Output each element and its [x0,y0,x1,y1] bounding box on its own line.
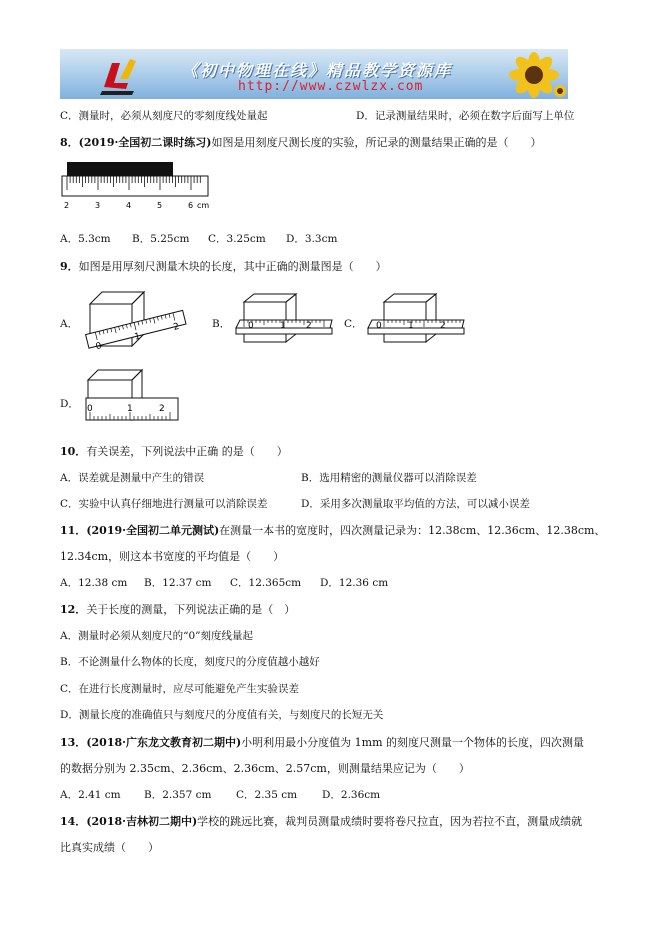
question-text: 学校的跳远比赛，裁判员测量成绩时要将卷尺拉直，因为若拉不直，测量成绩就 [197,815,583,828]
question-13 [60,734,584,750]
prev-option-d: D．记录测量结果时，必须在数字后面写上单位 [356,110,575,122]
q12-option-b[interactable]: B．不论测量什么物体的长度，刻度尺的分度值越小越好 [60,656,320,668]
ruler-label: 1 [280,321,286,331]
q9-label-c: C． [344,318,363,330]
ruler-unit: cm [197,201,210,210]
ruler-label: 2 [159,404,165,414]
logo-icon [90,49,150,99]
q9-label-b: B． [212,318,231,330]
ruler-label: 4 [126,201,132,210]
question-11-cont: 12.34cm，则这本书宽度的平均值是（ ） [60,550,285,563]
q10-option-b[interactable]: B．选用精密的测量仪器可以消除误差 [301,472,477,484]
q11-option-d[interactable]: D．12.36 cm [320,577,389,589]
ruler-label: 3 [95,201,101,210]
question-14 [60,813,582,829]
question-number: 13． [60,736,87,749]
question-text: 如图是用厚刻尺测量木块的长度，其中正确的测量图是（ ） [78,260,387,273]
ruler-label: 2 [440,321,446,331]
q8-option-c[interactable]: C．3.25cm [208,233,266,245]
ruler-label: 2 [172,321,181,333]
q10-option-d[interactable]: D．采用多次测量取平均值的方法，可以减小误差 [301,498,530,510]
question-text: 在测量一本书的宽度时，四次测量记录为：12.38cm、12.36cm、12.38cm、 [219,524,606,537]
question-number: 8． [60,136,79,149]
ruler-label: 1 [133,331,142,343]
ruler-label: 2 [64,201,70,210]
q13-option-d[interactable]: D．2.36cm [322,789,381,801]
banner-title: 《初中物理在线》精品教学资源库 [182,61,453,80]
q11-option-b[interactable]: B．12.37 cm [144,577,212,589]
question-9 [60,258,387,274]
ruler-label: 1 [408,321,414,331]
prev-option-c: C．测量时，必须从刻度尺的零刻度线处量起 [60,110,268,122]
question-number: 14． [60,815,87,828]
question-8 [60,134,542,150]
measured-object [67,162,173,176]
q9-figure-d[interactable] [82,366,182,428]
ruler-label: 0 [94,341,103,353]
q8-option-d[interactable]: D．3.3cm [286,233,338,245]
q9-figure-b[interactable] [234,290,334,352]
q13-option-c[interactable]: C．2.35 cm [236,789,298,801]
q8-ruler-figure [60,158,220,216]
ruler-label: 2 [306,321,312,331]
q13-option-b[interactable]: B．2.357 cm [144,789,212,801]
question-number: 11． [60,524,87,537]
question-source: (2019·全国初二课时练习) [78,136,212,149]
q10-option-c[interactable]: C．实验中认真仔细地进行测量可以消除误差 [60,498,268,510]
q9-figure-c[interactable] [366,290,466,352]
question-12 [60,601,295,617]
question-11 [60,522,605,538]
q12-option-a[interactable]: A．测量时必须从刻度尺的“0”刻度线量起 [60,630,253,642]
question-number: 10． [60,445,87,458]
question-source: (2018·吉林初二期中) [86,815,198,828]
question-number: 12． [60,603,87,616]
q11-option-c[interactable]: C．12.365cm [230,577,302,589]
question-13-cont: 的数据分别为 2.35cm、2.36cm、2.36cm、2.57cm，则测量结果应记为（ ） [60,762,470,775]
question-source: (2018·广东龙文教育初二期中) [86,736,242,749]
q12-option-d[interactable]: D．测量长度的准确值只与刻度尺的分度值有关，与刻度尺的长短无关 [60,709,384,721]
ruler-label: 0 [87,404,93,414]
question-14-cont: 比真实成绩（ ） [60,841,159,854]
question-number: 9． [60,260,79,273]
question-10 [60,443,288,459]
question-text: 关于长度的测量，下列说法正确的是（ ） [86,603,296,616]
q8-option-b[interactable]: B．5.25cm [132,233,190,245]
ruler-label: 0 [248,321,254,331]
q10-option-a[interactable]: A．误差就是测量中产生的错误 [60,472,205,484]
ruler-label: 5 [157,201,163,210]
q8-option-a[interactable]: A．5.3cm [60,233,111,245]
q11-option-a[interactable]: A．12.38 cm [60,577,128,589]
ruler-label: 6 [188,201,194,210]
ruler-label: 1 [127,404,133,414]
banner-url[interactable]: http://www.czwlzx.com [238,79,424,94]
sunflower-icon [498,49,568,99]
q12-option-c[interactable]: C．在进行长度测量时，应尽可能避免产生实验误差 [60,683,300,695]
q13-option-a[interactable]: A．2.41 cm [60,789,121,801]
question-text: 有关误差，下列说法中正确 的是（ ） [86,445,288,458]
q9-label-d: D． [60,398,79,410]
question-text: 如图是用刻度尺测长度的实验，所记录的测量结果正确的是（ ） [211,136,542,149]
ruler-label: 0 [376,321,382,331]
question-source: (2019·全国初二单元测试) [86,524,220,537]
header-banner [60,49,568,99]
question-text: 小明利用最小分度值为 1mm 的刻度尺测量一个物体的长度，四次测量 [241,736,585,749]
q9-label-a: A． [60,318,79,330]
q9-figure-a[interactable] [82,284,192,354]
